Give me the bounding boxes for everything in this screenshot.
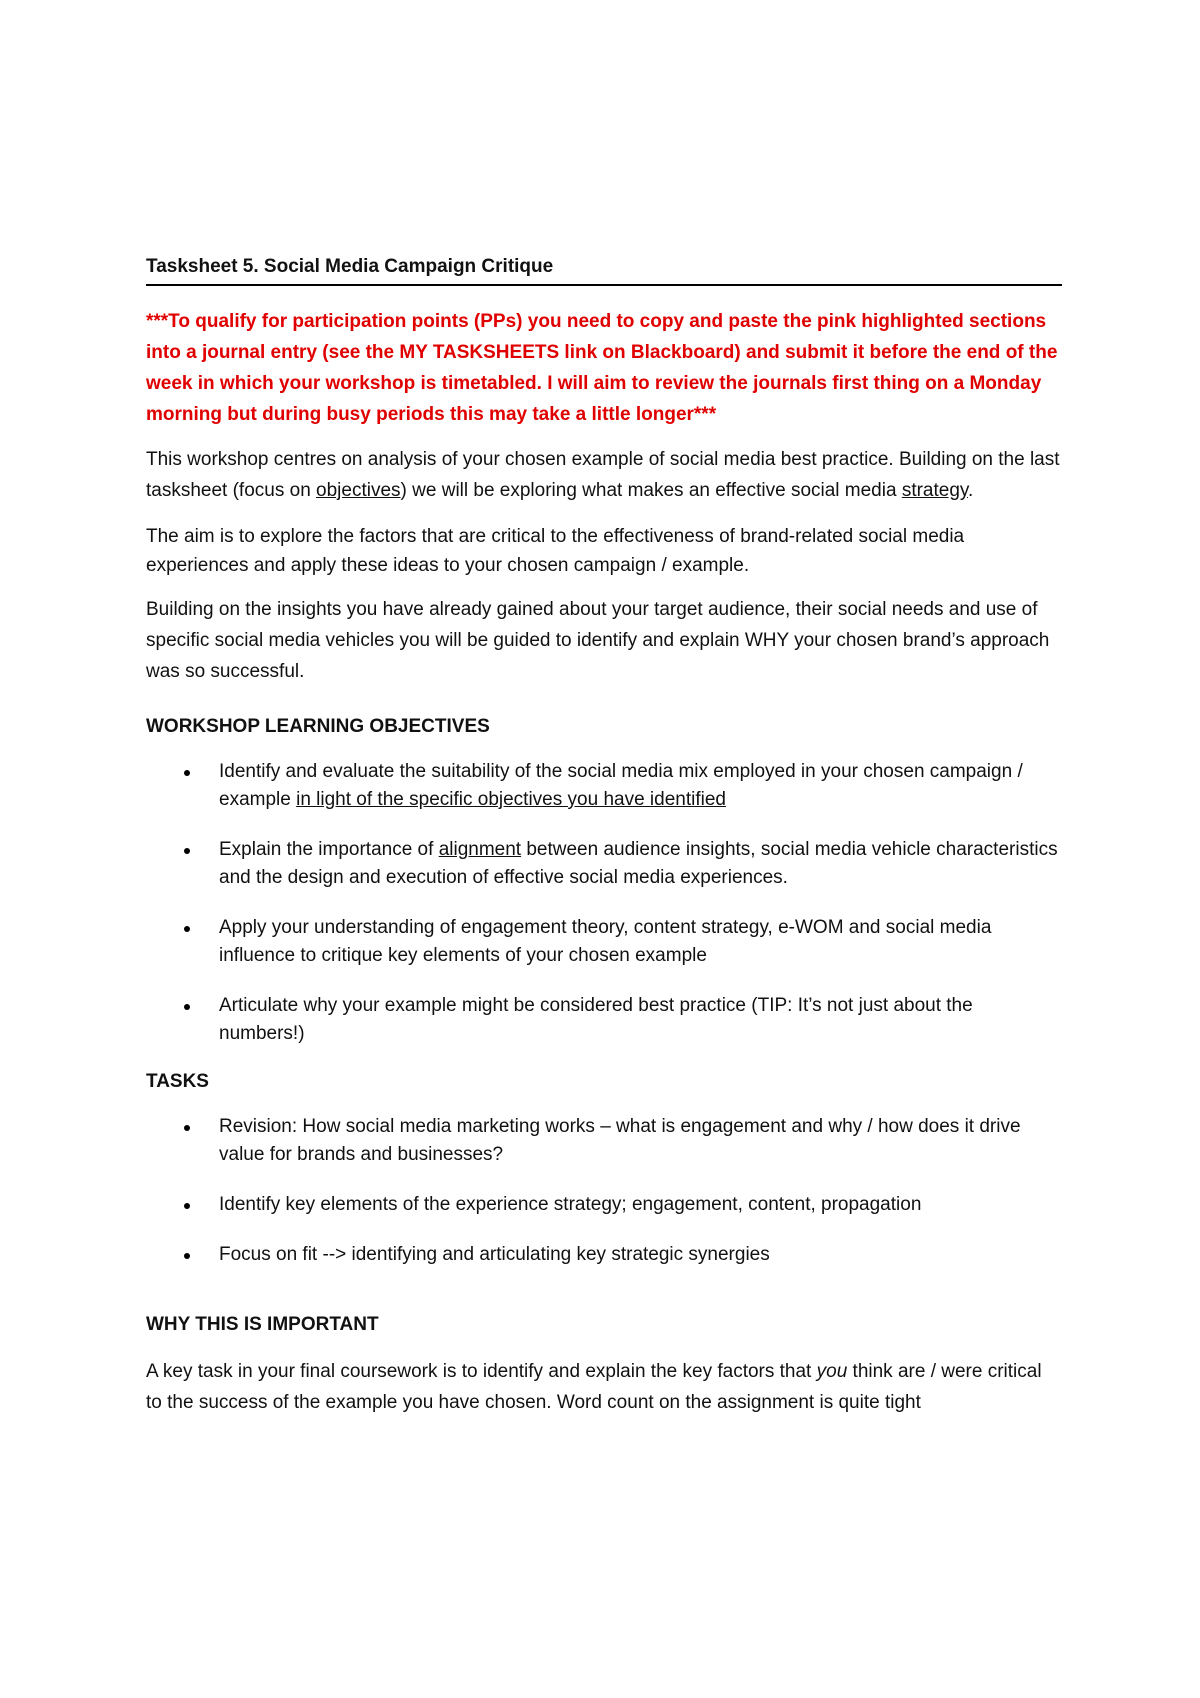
bullet-icon <box>184 848 190 854</box>
task-item <box>146 1113 1062 1169</box>
objective-text: between audience insights, social media vehicle characteristics and the design and execution of effective social media experiences. <box>219 839 1058 888</box>
tasks-heading: TASKS <box>146 1071 209 1092</box>
objectives-heading: WORKSHOP LEARNING OBJECTIVES <box>146 716 490 737</box>
bullet-icon <box>184 1253 190 1259</box>
bullet-icon <box>184 1004 190 1010</box>
importance-text-2: think are / were critical to the success of the example you have chosen. Word count on the assignment is quite tight <box>146 1361 1042 1413</box>
document-title: Tasksheet 5. Social Media Campaign Critique <box>146 254 1062 286</box>
importance-paragraph <box>146 1356 1062 1418</box>
objective-item <box>146 836 1062 892</box>
importance-heading: WHY THIS IS IMPORTANT <box>146 1314 379 1335</box>
tasks-list <box>146 1113 1062 1269</box>
task-item <box>146 1191 1062 1219</box>
objective-item <box>146 758 1062 814</box>
task-text: Identify key elements of the experience strategy; engagement, content, propagation <box>219 1194 922 1215</box>
bullet-icon <box>184 1203 190 1209</box>
strategy-link: strategy <box>901 480 969 501</box>
task-text: Focus on fit --> identifying and articulating key strategic synergies <box>219 1244 770 1265</box>
objective-underlined-text: alignment <box>438 839 522 860</box>
intro-text-3: . <box>968 480 974 501</box>
task-text: Revision: How social media marketing works – what is engagement and why / how does it drive value for brands and businesses? <box>219 1116 1021 1165</box>
objective-text: Articulate why your example might be considered best practice (TIP: It’s not just about the numbers!) <box>219 995 973 1044</box>
objective-item <box>146 992 1062 1048</box>
objective-item <box>146 914 1062 970</box>
task-item <box>146 1241 1062 1269</box>
document-body <box>146 254 1062 1418</box>
bullet-icon <box>184 926 190 932</box>
bullet-icon <box>184 770 190 776</box>
insights-paragraph: Building on the insights you have already gained about your target audience, their social needs and use of specific social media vehicles you will be guided to identify and explain WHY your chosen brand’s approach was so successful. <box>146 599 1050 682</box>
bullet-icon <box>184 1125 190 1131</box>
intro-text-2: ) we will be exploring what makes an effective social media <box>400 480 902 501</box>
importance-emphasis: you <box>816 1361 848 1382</box>
aim-paragraph: The aim is to explore the factors that are critical to the effectiveness of brand-related social media experiences and apply these ideas to your chosen campaign / example. <box>146 526 965 576</box>
objective-text: Explain the importance of <box>219 839 439 860</box>
intro-paragraph <box>146 444 1062 506</box>
objectives-list <box>146 758 1062 1048</box>
importance-text-1: A key task in your final coursework is to identify and explain the key factors that <box>146 1361 817 1382</box>
participation-notice: ***To qualify for participation points (PPs) you need to copy and paste the pink highlighted sections into a journal entry (see the MY TASKSHEETS link on Blackboard) and submit it before the end of the week in which your workshop is timetabled. I will aim to review the journals first thing on a Monday morning but during busy periods this may take a little longer*** <box>146 311 1058 425</box>
objective-underlined-text: in light of the specific objectives you have identified <box>296 789 726 810</box>
objectives-link: objectives <box>316 480 401 501</box>
objective-text: Apply your understanding of engagement theory, content strategy, e-WOM and social media influence to critique key elements of your chosen example <box>219 917 992 966</box>
intro-text-1: This workshop centres on analysis of your chosen example of social media best practice. Building on the last tasksheet (focus on <box>146 449 1060 501</box>
objective-text: Identify and evaluate the suitability of the social media mix employed in your chosen campaign / example <box>219 761 1023 810</box>
